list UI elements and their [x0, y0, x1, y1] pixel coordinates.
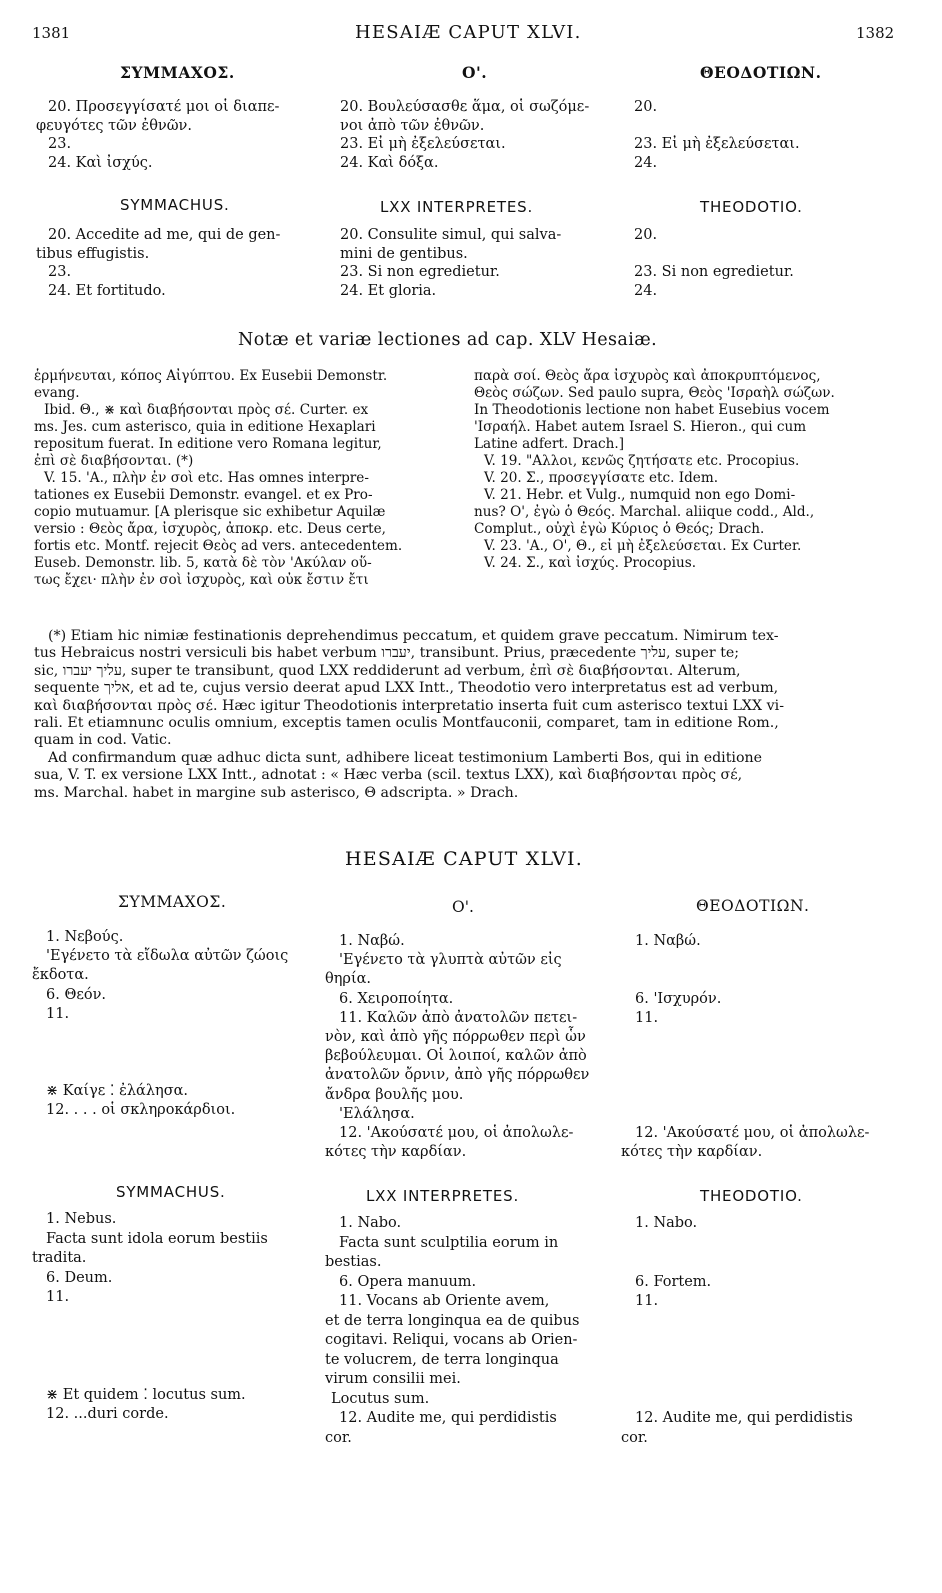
text-line: κότες τὴν καρδίαν.	[621, 1144, 763, 1161]
latin-head-lxx: LXX INTERPRETES.	[380, 198, 534, 216]
latin-symmachus-column	[32, 1210, 268, 1425]
text-line: 6. Opera manuum.	[339, 1273, 477, 1290]
text-line: 23. Si non egredietur.	[340, 264, 500, 280]
text-line: 20.	[634, 227, 658, 243]
text-line: te volucrem, de terra longinqua	[325, 1351, 559, 1368]
top-greek-lxx	[340, 98, 589, 172]
text-line	[621, 1312, 853, 1332]
text-line: cogitavi. Reliqui, vocans ab Orien-	[325, 1332, 578, 1348]
text-line: 24. Καὶ ἰσχύς.	[48, 154, 153, 171]
page-number-left: 1381	[32, 24, 71, 42]
text-line	[621, 951, 869, 970]
page-number-right: 1382	[856, 24, 895, 42]
text-line	[32, 1043, 288, 1062]
footnote-line: ms. Marchal. habet in margine sub asterisco, Θ adscripta. » Drach.	[34, 784, 519, 801]
text-line	[621, 1370, 853, 1390]
text-line	[621, 1105, 869, 1124]
text-line: 'Ελάλησα.	[339, 1105, 415, 1122]
text-line	[621, 1253, 853, 1273]
note-line: V. 24. Σ., καὶ ἰσχύς. Procopius.	[484, 555, 697, 571]
col-head-symmachos: ΣΥΜΜΑΧΟΣ.	[120, 63, 235, 82]
note-line: Complut., οὐχὶ ἐγὼ Κύριος ὁ Θεός; Drach.	[474, 521, 765, 537]
text-line: 20. Accedite ad me, qui de gen-	[48, 227, 281, 243]
text-line	[32, 1366, 268, 1386]
note-line: τως ἔχει· πλὴν ἐν σοὶ ἰσχυρὸς, καὶ οὐκ ἔστιν ἔτι	[34, 572, 369, 588]
note-line: In Theodotionis lectione non habet Eusebius vocem	[474, 402, 830, 418]
note-line: Euseb. Demonstr. lib. 5, κατὰ δὲ τὸν 'Ακύλαν οὕ-	[34, 555, 372, 571]
note-line: V. 19. "Αλλοι, κενῶς ζητήσατε etc. Procopius.	[484, 453, 800, 469]
text-line	[634, 245, 794, 264]
text-line: 24. Καὶ δόξα.	[340, 154, 439, 171]
note-line: ἐπὶ σὲ διαβήσονται. (*)	[34, 453, 194, 469]
text-line: 23.	[48, 264, 72, 280]
note-line: παρὰ σοί. Θεὸς ἄρα ἰσχυρὸς καὶ ἀποκρυπτόμενος,	[474, 368, 821, 384]
text-line: ἔκδοτα.	[32, 967, 89, 984]
latin-theodotio-column	[621, 1214, 853, 1448]
text-line: 6. 'Ισχυρόν.	[635, 990, 722, 1007]
text-line: mini de gentibus.	[340, 245, 468, 262]
text-line: 1. Nebus.	[46, 1211, 117, 1227]
text-line	[621, 1066, 869, 1085]
footnote-line: quam in cod. Vatic.	[34, 732, 172, 749]
text-line: bestias.	[325, 1254, 382, 1270]
text-line: ἀνατολῶν ὄρνιν, ἀπὸ γῆς πόρρωθεν	[325, 1067, 590, 1084]
text-line	[621, 1047, 869, 1066]
col-head-theodotion: ΘΕΟΔΟΤΙΩΝ.	[700, 63, 822, 82]
text-line: 'Εγένετο τὰ γλυπτὰ αὐτῶν εἰς	[339, 952, 562, 969]
text-line: 1. Νεβούς.	[46, 929, 124, 945]
text-line	[621, 970, 869, 989]
chapter-title: HESAIÆ CAPUT XLVI.	[345, 848, 583, 870]
text-line: 23. Si non egredietur.	[634, 264, 794, 280]
text-line: βεβούλευμαι. Οἱ λοιποί, καλῶν ἀπὸ	[325, 1048, 587, 1065]
col-head-symmachos: ΣΥΜΜΑΧΟΣ.	[118, 893, 227, 911]
note-line: evang.	[34, 385, 80, 401]
notes-title: Notæ et variæ lectiones ad cap. XLV Hesaiæ.	[238, 330, 658, 350]
top-latin-symmachus	[36, 226, 281, 300]
text-line	[621, 1234, 853, 1254]
text-line	[621, 1086, 869, 1105]
note-line: 'Ισραήλ. Habet autem Israel S. Hieron., qui cum	[474, 419, 807, 435]
text-line: 20.	[634, 99, 658, 115]
text-line: νὸν, καὶ ἀπὸ γῆς πόρρωθεν περὶ ὧν	[325, 1029, 586, 1046]
footnote-line: (*) Etiam hic nimiæ festinationis deprehendimus peccatum, et quidem grave peccatum. Nimirum tex-	[48, 628, 779, 644]
note-line: V. 21. Hebr. et Vulg., numquid non ego Domi-	[484, 487, 796, 503]
col-head-lxx: Ο'.	[452, 898, 474, 916]
text-line: 20. Προσεγγίσατέ μοι οἱ διαπε-	[48, 99, 280, 115]
text-line	[621, 1390, 853, 1410]
text-line: 11.	[635, 1293, 659, 1309]
text-line: 12. 'Ακούσατέ μου, οἱ ἀπολωλε-	[339, 1125, 574, 1142]
text-line: 1. Nabo.	[635, 1215, 698, 1231]
note-line: copio mutuamur. [A plerisque sic exhibetur Aquilæ	[34, 504, 386, 520]
note-line: versio : Θεὸς ἄρα, ἰσχυρὸς, ἀποκρ. etc. Deus certe,	[34, 521, 386, 537]
text-line: 12. 'Ακούσατέ μου, οἱ ἀπολωλε-	[635, 1125, 870, 1142]
col-head-lxx: Ο'.	[462, 63, 488, 82]
note-line: V. 20. Σ., προσεγγίσατε etc. Idem.	[484, 470, 719, 486]
text-line: 6. Χειροποίητα.	[339, 990, 454, 1007]
text-line: 12. ...duri corde.	[46, 1406, 169, 1422]
text-line: 11. Καλῶν ἀπὸ ἀνατολῶν πετει-	[339, 1009, 578, 1026]
text-line	[32, 1062, 288, 1081]
notes-right-column	[474, 368, 835, 572]
text-line: ⋇ Et quidem ⁚ locutus sum.	[46, 1386, 246, 1403]
text-line: 6. Θεόν.	[46, 986, 106, 1003]
text-line: ἄνδρα βουλῆς μου.	[325, 1086, 464, 1103]
footnote-line: rali. Et etiamnunc oculis omnium, exceptis tamen oculis Montfauconii, comparet, tam in editione Rom.,	[34, 715, 779, 732]
text-line: cor.	[325, 1429, 352, 1446]
latin-head-symmachus: SYMMACHUS.	[120, 196, 230, 214]
text-line: tibus effugistis.	[36, 245, 150, 262]
note-line: tationes ex Eusebii Demonstr. evangel. et ex Pro-	[34, 487, 373, 503]
text-line: 20. Βουλεύσασθε ἅμα, οἱ σωζόμε-	[340, 99, 590, 115]
latin-lxx-column	[325, 1214, 579, 1448]
running-title: HESAIÆ CAPUT XLVI.	[355, 22, 582, 43]
note-line: ms. Jes. cum asterisco, quia in editione Hexaplari	[34, 419, 376, 435]
note-line: V. 15. 'Α., πλὴν ἐν σοὶ etc. Has omnes interpre-	[44, 470, 369, 486]
text-line: θηρία.	[325, 971, 372, 988]
text-line: cor.	[621, 1429, 648, 1446]
note-line: V. 23. 'Α., Ο', Θ., εἰ μὴ ἐξελεύσεται. Ex Curter.	[484, 538, 802, 554]
text-line: tradita.	[32, 1250, 87, 1266]
text-line: et de terra longinqua ea de quibus	[325, 1312, 580, 1329]
note-line: Θεὸς σώζων. Sed paulo supra, Θεὸς 'Ισραὴλ σώζων.	[474, 385, 835, 401]
text-line: 12. Audite me, qui perdidistis	[339, 1410, 557, 1426]
text-line: 24.	[634, 154, 658, 171]
footnote-line: Ad confirmandum quæ adhuc dicta sunt, adhibere liceat testimonium Lamberti Bos, qui in editione	[48, 749, 763, 766]
text-line: 1. Nabo.	[339, 1215, 402, 1231]
text-line	[32, 1308, 268, 1328]
text-line: Facta sunt idola eorum bestiis	[46, 1230, 268, 1247]
greek-theodotion-column	[621, 932, 869, 1162]
text-line: 11. Vocans ab Oriente avem,	[339, 1293, 550, 1309]
text-line: φευγότες τῶν ἐθνῶν.	[36, 117, 192, 134]
notes-left-column	[34, 368, 402, 589]
text-line	[32, 1347, 268, 1367]
note-line: repositum fuerat. In editione vero Romana legitur,	[34, 436, 382, 452]
text-line: 24.	[634, 282, 658, 299]
text-line: 24. Et fortitudo.	[48, 282, 166, 299]
text-line	[32, 1024, 288, 1043]
text-line: Locutus sum.	[331, 1390, 430, 1407]
latin-head-theodotio: THEODOTIO.	[700, 198, 803, 216]
text-line	[621, 1351, 853, 1371]
text-line: 1. Ναβώ.	[339, 933, 405, 949]
text-line: 6. Deum.	[46, 1269, 113, 1286]
text-line: 12. . . . οἱ σκληροκάρδιοι.	[46, 1101, 236, 1118]
text-line: 11.	[46, 1005, 70, 1022]
latin-head-symmachus: SYMMACHUS.	[116, 1183, 226, 1201]
text-line: 11.	[635, 1009, 659, 1026]
latin-head-lxx: LXX INTERPRETES.	[366, 1187, 520, 1205]
text-line	[621, 1331, 853, 1351]
text-line: κότες τὴν καρδίαν.	[325, 1144, 467, 1161]
note-line: fortis etc. Montf. rejecit Θεὸς ad vers. antecedentem.	[34, 538, 403, 554]
text-line	[634, 117, 800, 136]
text-line: ⋇ Καίγε ⁚ ἐλάλησα.	[46, 1082, 189, 1099]
footnote-line: sic, עליך יעברו, super te transibunt, quod LXX reddiderunt ad verbum, ἐπὶ σὲ διαβήσονται. Alterum,	[34, 662, 741, 679]
note-line: nus? Ο', ἐγὼ ὁ Θεός. Marchal. aliique codd., Ald.,	[474, 504, 815, 520]
greek-symmachus-column	[32, 928, 288, 1120]
text-line: 20. Consulite simul, qui salva-	[340, 227, 562, 243]
text-line: 23. Εἰ μὴ ἐξελεύσεται.	[634, 136, 800, 152]
footnote-line: sequente אליך, et ad te, cujus versio deerat apud LXX Intt., Theodotio vero interpretatus est ad verbum,	[34, 680, 779, 697]
note-line: Latine adfert. Drach.]	[474, 436, 625, 452]
text-line: 'Εγένετο τὰ εἴδωλα αὐτῶν ζώοις	[46, 948, 289, 965]
footnote-line: tus Hebraicus nostri versiculi bis habet verbum יעברו, transibunt. Prius, præcedente עליך, super te;	[34, 645, 740, 662]
text-line: 23. Εἰ μὴ ἐξελεύσεται.	[340, 136, 506, 152]
text-line	[621, 1028, 869, 1047]
latin-head-theodotio: THEODOTIO.	[700, 1187, 803, 1205]
footnote	[34, 628, 784, 802]
text-line: 12. Audite me, qui perdidistis	[635, 1410, 853, 1426]
text-line: 24. Et gloria.	[340, 282, 437, 299]
text-line	[32, 1327, 268, 1347]
greek-lxx-column	[325, 932, 589, 1162]
top-latin-lxx	[340, 226, 561, 300]
text-line: νοι ἀπὸ τῶν ἐθνῶν.	[340, 117, 485, 134]
note-line: ἑρμήνευται, κόπος Αἰγύπτου. Ex Eusebii Demonstr.	[34, 368, 388, 384]
text-line: 23.	[48, 136, 72, 152]
note-line: Ibid. Θ., ⋇ καὶ διαβήσονται πρὸς σέ. Curter. ex	[44, 402, 369, 418]
text-line: virum consilii mei.	[325, 1371, 461, 1387]
footnote-line: καὶ διαβήσονται πρὸς σέ. Hæc igitur Theodotionis interpretatio inserta fuit cum asterisco textui LXX vi-	[34, 697, 784, 714]
top-greek-theodotion	[634, 98, 800, 172]
text-line: 6. Fortem.	[635, 1273, 712, 1290]
text-line: 11.	[46, 1289, 70, 1305]
col-head-theodotion: ΘΕΟΔΟΤΙΩΝ.	[696, 897, 810, 915]
text-line: Facta sunt sculptilia eorum in	[339, 1234, 559, 1251]
text-line: 1. Ναβώ.	[635, 933, 701, 949]
top-greek-symmachus	[36, 98, 280, 172]
top-latin-theodotio	[634, 226, 794, 300]
footnote-line: sua, V. T. ex versione LXX Intt., adnotat : « Hæc verba (scil. textus LXX), καὶ διαβήσονται πρὸς σέ,	[34, 767, 743, 784]
